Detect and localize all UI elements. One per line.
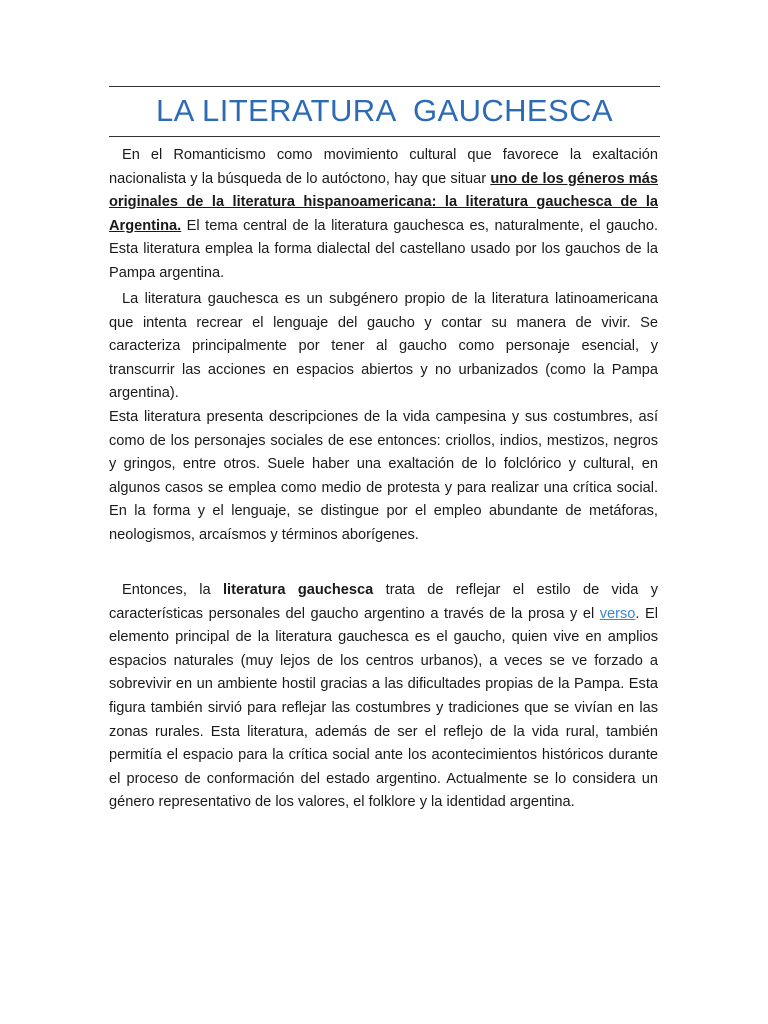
paragraph-3-bold-term: literatura gauchesca (223, 582, 374, 598)
paragraph-2-text-2: Esta literatura presenta descripciones de la vida campesina y sus costumbres, así como de los personajes sociales de ese entonces: criollos, indios, mestizos, negros y gringos, entre otros. Suele haber una exaltación de lo folclórico y cultural, en algunos casos se emplea como medio de protesta y para realizar una crítica social. En la forma y el lenguaje, se distingue por el empleo abundante de metáforas, neologismos, arcaísmos y términos aborígenes. (109, 408, 658, 543)
title-block (109, 86, 660, 137)
paragraph-1 (109, 144, 658, 286)
paragraph-2-text-1: La literatura gauchesca es un subgénero propio de la literatura latinoamericana que intenta recrear el lenguaje del gaucho y contar su manera de vivir. Se caracteriza principalmente por tener al gaucho como personaje esencial, y transcurrir las acciones en espacios abiertos y no urbanizados (como la Pampa argentina). (109, 291, 658, 402)
paragraph-3-middle: trata de reflejar el estilo de vida y características personales del gaucho argentino a través de la prosa y el (109, 582, 658, 622)
paragraph-1-rest: El tema central de la literatura gauchesca es, naturalmente, el gaucho. Esta literatura emplea la forma dialectal del castellano usado por los gauchos de la Pampa argentina. (109, 217, 658, 281)
paragraph-3 (109, 579, 658, 815)
paragraph-1-highlight: uno de los géneros más originales de la literatura hispanoamericana: la literatura gauchesca de la Argentina. (109, 170, 659, 234)
paragraph-2-part-2 (109, 406, 658, 548)
paragraph-3-intro: Entonces, la (122, 582, 223, 598)
paragraph-2 (109, 288, 658, 548)
paragraph-1-intro: En el Romanticismo como movimiento cultural que favorece la exaltación nacionalista y la búsqueda de lo autóctono, hay que situar (109, 147, 658, 187)
document-title: LA LITERATURA GAUCHESCA (156, 93, 613, 128)
paragraph-3-rest: . El elemento principal de la literatura gauchesca es el gaucho, quien vive en amplios espacios naturales (muy lejos de los centros urbanos), a veces se ve forzado a sobrevivir en un ambiente hostil gracias a las dificultades propias de la Pampa. Esta figura también sirvió para reflejar las costumbres y tradiciones que se vivían en las zonas rurales. Esta literatura, además de ser el reflejo de la vida rural, también permitía el espacio para la crítica social ante los acontecimientos históricos durante el proceso de conformación del estado argentino. Actualmente se lo considera un género representativo de los valores, el folklore y la identidad argentina. (109, 605, 658, 811)
verso-link[interactable]: verso (599, 605, 636, 622)
paragraph-2-part-1 (109, 288, 658, 406)
